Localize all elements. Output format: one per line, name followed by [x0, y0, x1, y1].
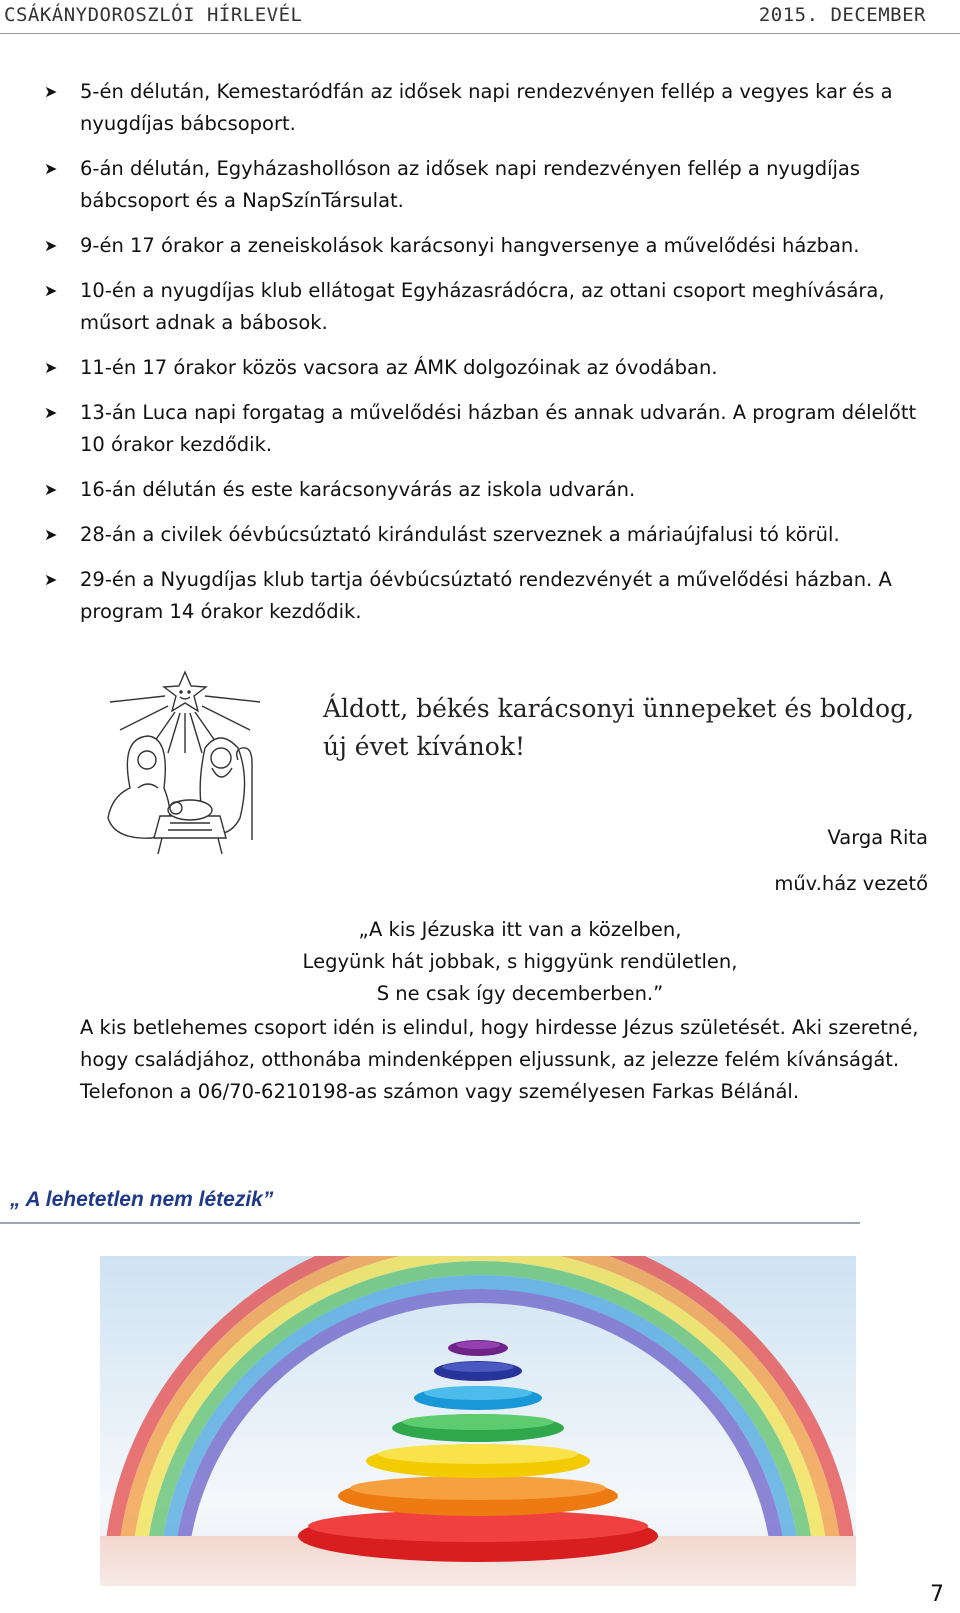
- arrow-bullet-icon: ➤: [44, 236, 58, 255]
- event-text: 10-én a nyugdíjas klub ellátogat Egyházasrádócra, az ottani csoport meghívására, műsort adnak a bábosok.: [80, 279, 885, 334]
- nativity-illustration: [90, 668, 280, 868]
- event-list: [40, 76, 940, 641]
- event-item: [40, 275, 940, 339]
- arrow-bullet-icon: ➤: [44, 82, 58, 101]
- arrow-bullet-icon: ➤: [44, 403, 58, 422]
- nativity-group-paragraph: A kis betlehemes csoport idén is elindul, hogy hirdesse Jézus születését. Aki szeretné, hogy családjához, otthonába mindenképpen eljussunk, az jelezze felém kívánságát. Telefonon a 06/70-6210198-as számon vagy személyesen Farkas Bélánál.: [80, 1016, 919, 1103]
- arrow-bullet-icon: ➤: [44, 480, 58, 499]
- event-item: [40, 76, 940, 140]
- arrow-bullet-icon: ➤: [44, 281, 58, 300]
- signature-role: műv.ház vezető: [774, 872, 928, 895]
- arrow-bullet-icon: ➤: [44, 570, 58, 589]
- event-text: 5-én délután, Kemestaródfán az idősek napi rendezvényen fellép a vegyes kar és a nyugdíjas bábcsoport.: [80, 80, 893, 135]
- arrow-bullet-icon: ➤: [44, 159, 58, 178]
- event-text: 11-én 17 órakor közös vacsora az ÁMK dolgozóinak az óvodában.: [80, 356, 718, 379]
- event-text: 16-án délután és este karácsonyvárás az iskola udvarán.: [80, 478, 636, 501]
- event-item: [40, 564, 940, 628]
- event-item: [40, 474, 940, 506]
- newsletter-title: CSÁKÁNYDOROSZLÓI HÍRLEVÉL: [4, 4, 303, 26]
- event-item: [40, 352, 940, 384]
- poem-line: „A kis Jézuska itt van a közelben,: [358, 918, 682, 941]
- event-item: [40, 153, 940, 217]
- rainbow-stones-image: [100, 1256, 856, 1586]
- event-item: [40, 519, 940, 551]
- event-text: 6-án délután, Egyházashollóson az idősek napi rendezvényen fellép a nyugdíjas bábcsoport és a NapSzínTársulat.: [80, 157, 861, 212]
- signature-name: Varga Rita: [827, 826, 928, 849]
- christmas-greeting: Áldott, békés karácsonyi ünnepeket és boldog, új évet kívánok!: [323, 694, 915, 761]
- event-item: [40, 230, 940, 262]
- event-text: 13-án Luca napi forgatag a művelődési házban és annak udvarán. A program délelőtt 10 órakor kezdődik.: [80, 401, 917, 456]
- poem-line: S ne csak így decemberben.”: [376, 982, 664, 1005]
- event-text: 9-én 17 órakor a zeneiskolások karácsonyi hangversenye a művelődési házban.: [80, 234, 860, 257]
- event-text: 29-én a Nyugdíjas klub tartja óévbúcsúztató rendezvényét a művelődési házban. A program 14 órakor kezdődik.: [80, 568, 892, 623]
- poem-line: Legyünk hát jobbak, s higgyünk rendületlen,: [302, 950, 738, 973]
- article-title: „ A lehetetlen nem létezik”: [10, 1188, 274, 1211]
- issue-date: 2015. DECEMBER: [758, 4, 926, 26]
- page-header: [0, 0, 960, 34]
- arrow-bullet-icon: ➤: [44, 358, 58, 377]
- poem: [240, 914, 800, 1010]
- arrow-bullet-icon: ➤: [44, 525, 58, 544]
- page-number: 7: [930, 1582, 944, 1607]
- event-text: 28-án a civilek óévbúcsúztató kirándulást szerveznek a máriaújfalusi tó körül.: [80, 523, 840, 546]
- event-item: [40, 397, 940, 461]
- title-divider: [0, 1222, 860, 1224]
